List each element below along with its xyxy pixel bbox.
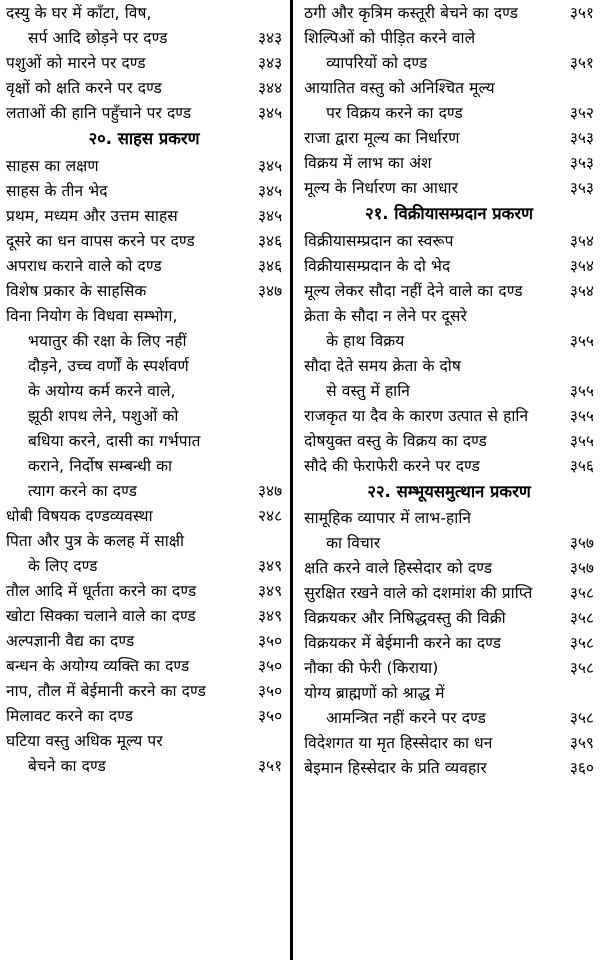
column-divider bbox=[290, 0, 293, 960]
toc-entry-title: धोबी विषयक दण्डव्यवस्था bbox=[6, 506, 153, 525]
toc-entry-page: ३६० bbox=[569, 759, 594, 777]
toc-entry[interactable] bbox=[6, 331, 282, 350]
toc-entry-title: बेइमान हिस्सेदार के प्रति व्यवहार bbox=[304, 759, 487, 777]
section-heading: २१. विक्रीयासम्प्रदान प्रकरण bbox=[365, 204, 534, 223]
toc-entry[interactable] bbox=[6, 556, 283, 575]
toc-entry-title: विदेशगत या मृत हिस्सेदार का धन bbox=[304, 734, 493, 752]
toc-entry-page: ३५३ bbox=[569, 179, 594, 197]
toc-entry-page: ३५४ bbox=[569, 231, 594, 250]
toc-entry-page: ३५७ bbox=[569, 534, 594, 552]
toc-entry-title: वृक्षों को क्षति करने पर दण्ड bbox=[6, 79, 162, 97]
toc-entry[interactable] bbox=[304, 331, 594, 350]
toc-entry-page: ३५५ bbox=[569, 406, 594, 425]
toc-entry-title: के हाथ विक्रय bbox=[326, 331, 405, 350]
toc-entry-title: विक्रीयासम्प्रदान का स्वरूप bbox=[304, 231, 454, 250]
toc-entry-title: अल्पज्ञानी वैद्य का दण्ड bbox=[6, 631, 135, 650]
toc-entry-title: भयातुर की रक्षा के लिए नहीं bbox=[28, 331, 187, 350]
toc-entry[interactable] bbox=[304, 686, 594, 702]
toc-entry-page: ३४९ bbox=[257, 556, 283, 575]
toc-entry[interactable] bbox=[6, 406, 282, 425]
toc-entry[interactable] bbox=[304, 56, 594, 72]
toc-entry-title: घटिया वस्तु अधिक मूल्य पर bbox=[6, 731, 163, 750]
toc-entry-page: ३५० bbox=[257, 656, 283, 675]
toc-entry-title: शिल्पिओं को पीड़ित करने वाले bbox=[304, 29, 476, 47]
toc-entry-page: ३५४ bbox=[569, 256, 594, 275]
toc-entry-title: विना नियोग के विधवा सम्भोग, bbox=[6, 306, 178, 325]
toc-entry[interactable] bbox=[304, 406, 594, 425]
toc-entry-title: बन्धन के अयोग्य व्यक्ति का दण्ड bbox=[6, 656, 190, 675]
toc-entry[interactable] bbox=[6, 681, 283, 700]
toc-entry-title: सौदा देते समय क्रेता के दोष bbox=[304, 356, 461, 375]
toc-entry-title: बेचने का दण्ड bbox=[28, 756, 106, 775]
toc-entry[interactable] bbox=[6, 431, 282, 450]
toc-entry[interactable] bbox=[6, 6, 282, 22]
toc-entry[interactable] bbox=[304, 431, 594, 450]
toc-entry-title: सर्प आदि छोड़ने पर दण्ड bbox=[28, 29, 168, 47]
toc-entry[interactable] bbox=[6, 706, 283, 725]
toc-entry[interactable] bbox=[6, 206, 283, 225]
toc-entry-page: ३५३ bbox=[569, 129, 594, 147]
toc-entry-title: त्याग करने का दण्ड bbox=[28, 481, 137, 500]
toc-entry-title: कराने, निर्दोष सम्बन्धी का bbox=[28, 456, 173, 475]
toc-entry-title: विक्रीयासम्प्रदान के दो भेद bbox=[304, 256, 451, 275]
toc-entry-page: ३५८ bbox=[569, 709, 594, 727]
toc-entry[interactable] bbox=[304, 761, 594, 777]
toc-entry-title: खोटा सिक्का चलाने वाले का दण्ड bbox=[6, 606, 196, 625]
toc-entry[interactable] bbox=[304, 586, 594, 602]
toc-entry-page: २४८ bbox=[257, 506, 283, 525]
toc-entry[interactable] bbox=[304, 661, 594, 677]
toc-entry[interactable] bbox=[304, 511, 594, 527]
toc-entry[interactable] bbox=[6, 506, 283, 525]
toc-entry-page: ३४४ bbox=[257, 79, 283, 97]
toc-entry-title: दौड़ने, उच्च वर्णों के स्पर्शवर्ण bbox=[28, 356, 189, 375]
toc-entry-title: मूल्य लेकर सौदा नहीं देने वाले का दण्ड bbox=[304, 281, 523, 300]
toc-entry-page: ३४७ bbox=[257, 481, 283, 500]
toc-entry-title: दस्यु के घर में काँटा, विष, bbox=[6, 4, 152, 22]
toc-entry[interactable] bbox=[6, 256, 283, 275]
toc-entry-page: ३५१ bbox=[569, 4, 594, 22]
toc-entry-page: ३४५ bbox=[257, 104, 283, 122]
toc-entry[interactable] bbox=[6, 656, 283, 675]
toc-entry[interactable] bbox=[6, 606, 283, 625]
toc-entry-title: राजा द्वारा मूल्य का निर्धारण bbox=[304, 129, 460, 147]
toc-entry[interactable] bbox=[6, 481, 283, 500]
toc-entry-title: तौल आदि में धूर्तता करने का दण्ड bbox=[6, 581, 197, 600]
toc-entry-title: मूल्य के निर्धारण का आधार bbox=[304, 179, 459, 197]
toc-entry-title: क्रेता के सौदा न लेने पर दूसरे bbox=[304, 306, 467, 325]
toc-entry-title: सुरक्षित रखने वाले को दशमांश की प्राप्ति bbox=[304, 584, 533, 602]
toc-entry[interactable] bbox=[6, 356, 282, 375]
toc-entry-page: ३५० bbox=[257, 681, 283, 700]
toc-entry[interactable] bbox=[304, 536, 594, 552]
section-heading: २०. साहस प्रकरण bbox=[88, 129, 200, 148]
toc-entry-page: ३४६ bbox=[257, 256, 283, 275]
toc-entry-page: ३५० bbox=[257, 631, 283, 650]
toc-entry[interactable] bbox=[6, 231, 283, 250]
toc-entry-page: ३५२ bbox=[569, 104, 594, 122]
toc-entry-page: ३५६ bbox=[569, 456, 594, 475]
toc-left-column bbox=[6, 4, 290, 960]
toc-entry-title: लताओं की हानि पहुँचाने पर दण्ड bbox=[6, 104, 192, 122]
toc-entry-title: विक्रय में लाभ का अंश bbox=[304, 154, 432, 172]
toc-entry[interactable] bbox=[6, 381, 282, 400]
toc-entry[interactable] bbox=[6, 281, 283, 300]
toc-entry-title: मिलावट करने का दण्ड bbox=[6, 706, 134, 725]
toc-right-column bbox=[290, 4, 594, 960]
toc-entry-page: ३५० bbox=[257, 706, 283, 725]
toc-entry-page: ३५८ bbox=[569, 634, 594, 652]
toc-entry-page: ३५९ bbox=[569, 734, 594, 752]
toc-entry[interactable] bbox=[304, 306, 594, 325]
toc-entry-title: विशेष प्रकार के साहसिक bbox=[6, 281, 147, 300]
toc-entry-title: आमन्त्रित नहीं करने पर दण्ड bbox=[326, 709, 486, 727]
toc-entry[interactable] bbox=[6, 306, 282, 325]
toc-entry-title: पिता और पुत्र के कलह में साक्षी bbox=[6, 531, 185, 550]
toc-entry-title: पशुओं को मारने पर दण्ड bbox=[6, 54, 146, 72]
toc-entry[interactable] bbox=[304, 181, 594, 197]
toc-entry[interactable] bbox=[304, 231, 594, 250]
toc-entry[interactable] bbox=[304, 456, 594, 475]
toc-entry-page: ३५५ bbox=[569, 431, 594, 450]
toc-entry-title: साहस के तीन भेद bbox=[6, 181, 108, 200]
toc-entry[interactable] bbox=[6, 531, 282, 550]
toc-entry-title: क्षति करने वाले हिस्सेदार को दण्ड bbox=[304, 559, 493, 577]
toc-entry-title: विक्रयकर और निषिद्धवस्तु की विक्री bbox=[304, 609, 506, 627]
toc-entry-page: ३५४ bbox=[569, 281, 594, 300]
toc-entry[interactable] bbox=[304, 81, 594, 97]
toc-entry-page: ३४९ bbox=[257, 606, 283, 625]
toc-entry-title: सामूहिक व्यापार में लाभ-हानि bbox=[304, 509, 472, 527]
toc-entry-page: ३४५ bbox=[257, 156, 283, 175]
toc-entry[interactable] bbox=[304, 6, 594, 22]
toc-entry[interactable] bbox=[6, 106, 282, 122]
toc-entry[interactable] bbox=[6, 56, 282, 72]
toc-entry-title: दूसरे का धन वापस करने पर दण्ड bbox=[6, 231, 195, 250]
toc-entry-page: ३५१ bbox=[257, 756, 283, 775]
toc-entry-page: ३४७ bbox=[257, 281, 283, 300]
toc-entry-title: बधिया करने, दासी का गर्भपात bbox=[28, 431, 201, 450]
section-heading: २२. सम्भूयसमुत्थान प्रकरण bbox=[367, 481, 531, 501]
toc-entry[interactable] bbox=[6, 81, 282, 97]
toc-entry-page: ३५१ bbox=[569, 54, 594, 72]
toc-entry-page: ३५३ bbox=[569, 154, 594, 172]
toc-entry-page: ३५८ bbox=[569, 659, 594, 677]
toc-entry-title: आयातित वस्तु को अनिश्चित मूल्य bbox=[304, 79, 495, 97]
toc-entry[interactable] bbox=[304, 156, 594, 172]
toc-entry-title: विक्रयकर में बेईमानी करने का दण्ड bbox=[304, 634, 502, 652]
toc-entry[interactable] bbox=[6, 156, 283, 175]
toc-entry-title: राजकृत या दैव के कारण उत्पात से हानि bbox=[304, 406, 529, 425]
toc-entry-title: पर विक्रय करने का दण्ड bbox=[326, 104, 463, 122]
toc-entry[interactable] bbox=[6, 31, 282, 47]
toc-entry-page: ३५८ bbox=[569, 609, 594, 627]
toc-entry-page: ३४३ bbox=[257, 29, 283, 47]
toc-entry-title: ठगी और कृत्रिम कस्तूरी बेचने का दण्ड bbox=[304, 4, 519, 22]
toc-entry-page: ३४६ bbox=[257, 231, 283, 250]
toc-entry-title: अपराध कराने वाले को दण्ड bbox=[6, 256, 162, 275]
toc-entry-title: व्यापरियों को दण्ड bbox=[326, 54, 428, 72]
toc-entry-page: ३५८ bbox=[569, 584, 594, 602]
toc-entry[interactable] bbox=[6, 181, 283, 200]
toc-entry-title: योग्य ब्राह्मणों को श्राद्ध में bbox=[304, 684, 445, 702]
toc-entry-title: से वस्तु में हानि bbox=[326, 381, 411, 400]
toc-entry[interactable] bbox=[304, 106, 594, 122]
toc-entry-page: ३५५ bbox=[569, 331, 594, 350]
toc-entry[interactable] bbox=[304, 356, 594, 375]
toc-entry[interactable] bbox=[304, 561, 594, 577]
toc-entry-title: के लिए दण्ड bbox=[28, 556, 98, 575]
toc-entry-page: ३४३ bbox=[257, 54, 283, 72]
toc-entry-title: नौका की फेरी (किराया) bbox=[304, 659, 439, 677]
toc-entry-page: ३५७ bbox=[569, 559, 594, 577]
toc-entry[interactable] bbox=[6, 631, 283, 650]
toc-entry-page: ३४९ bbox=[257, 581, 283, 600]
toc-entry[interactable] bbox=[6, 456, 282, 475]
toc-entry[interactable] bbox=[304, 281, 594, 300]
toc-entry-title: का विचार bbox=[326, 534, 381, 552]
toc-entry[interactable] bbox=[304, 636, 594, 652]
toc-entry[interactable] bbox=[304, 256, 594, 275]
toc-entry[interactable] bbox=[304, 711, 594, 727]
toc-entry-title: नाप, तौल में बेईमानी करने का दण्ड bbox=[6, 681, 206, 700]
toc-entry[interactable] bbox=[6, 581, 283, 600]
toc-entry-page: ३४५ bbox=[257, 181, 283, 200]
toc-entry-title: के अयोग्य कर्म करने वाले, bbox=[28, 381, 176, 400]
toc-entry[interactable] bbox=[304, 611, 594, 627]
toc-entry-title: साहस का लक्षण bbox=[6, 156, 99, 175]
toc-entry-page: ३४५ bbox=[257, 206, 283, 225]
toc-entry-title: दोषयुक्त वस्तु के विक्रय का दण्ड bbox=[304, 431, 487, 450]
toc-entry[interactable] bbox=[304, 736, 594, 752]
toc-entry-title: सौदे की फेराफेरी करने पर दण्ड bbox=[304, 456, 480, 475]
toc-entry[interactable] bbox=[304, 381, 594, 400]
toc-entry-title: झूठी शपथ लेने, पशुओं को bbox=[28, 406, 179, 425]
toc-entry[interactable] bbox=[6, 756, 283, 775]
toc-entry[interactable] bbox=[304, 131, 594, 147]
toc-entry[interactable] bbox=[6, 731, 282, 750]
toc-entry-title: प्रथम, मध्यम और उत्तम साहस bbox=[6, 206, 178, 225]
toc-entry-page: ३५५ bbox=[569, 381, 594, 400]
toc-entry[interactable] bbox=[304, 31, 594, 47]
